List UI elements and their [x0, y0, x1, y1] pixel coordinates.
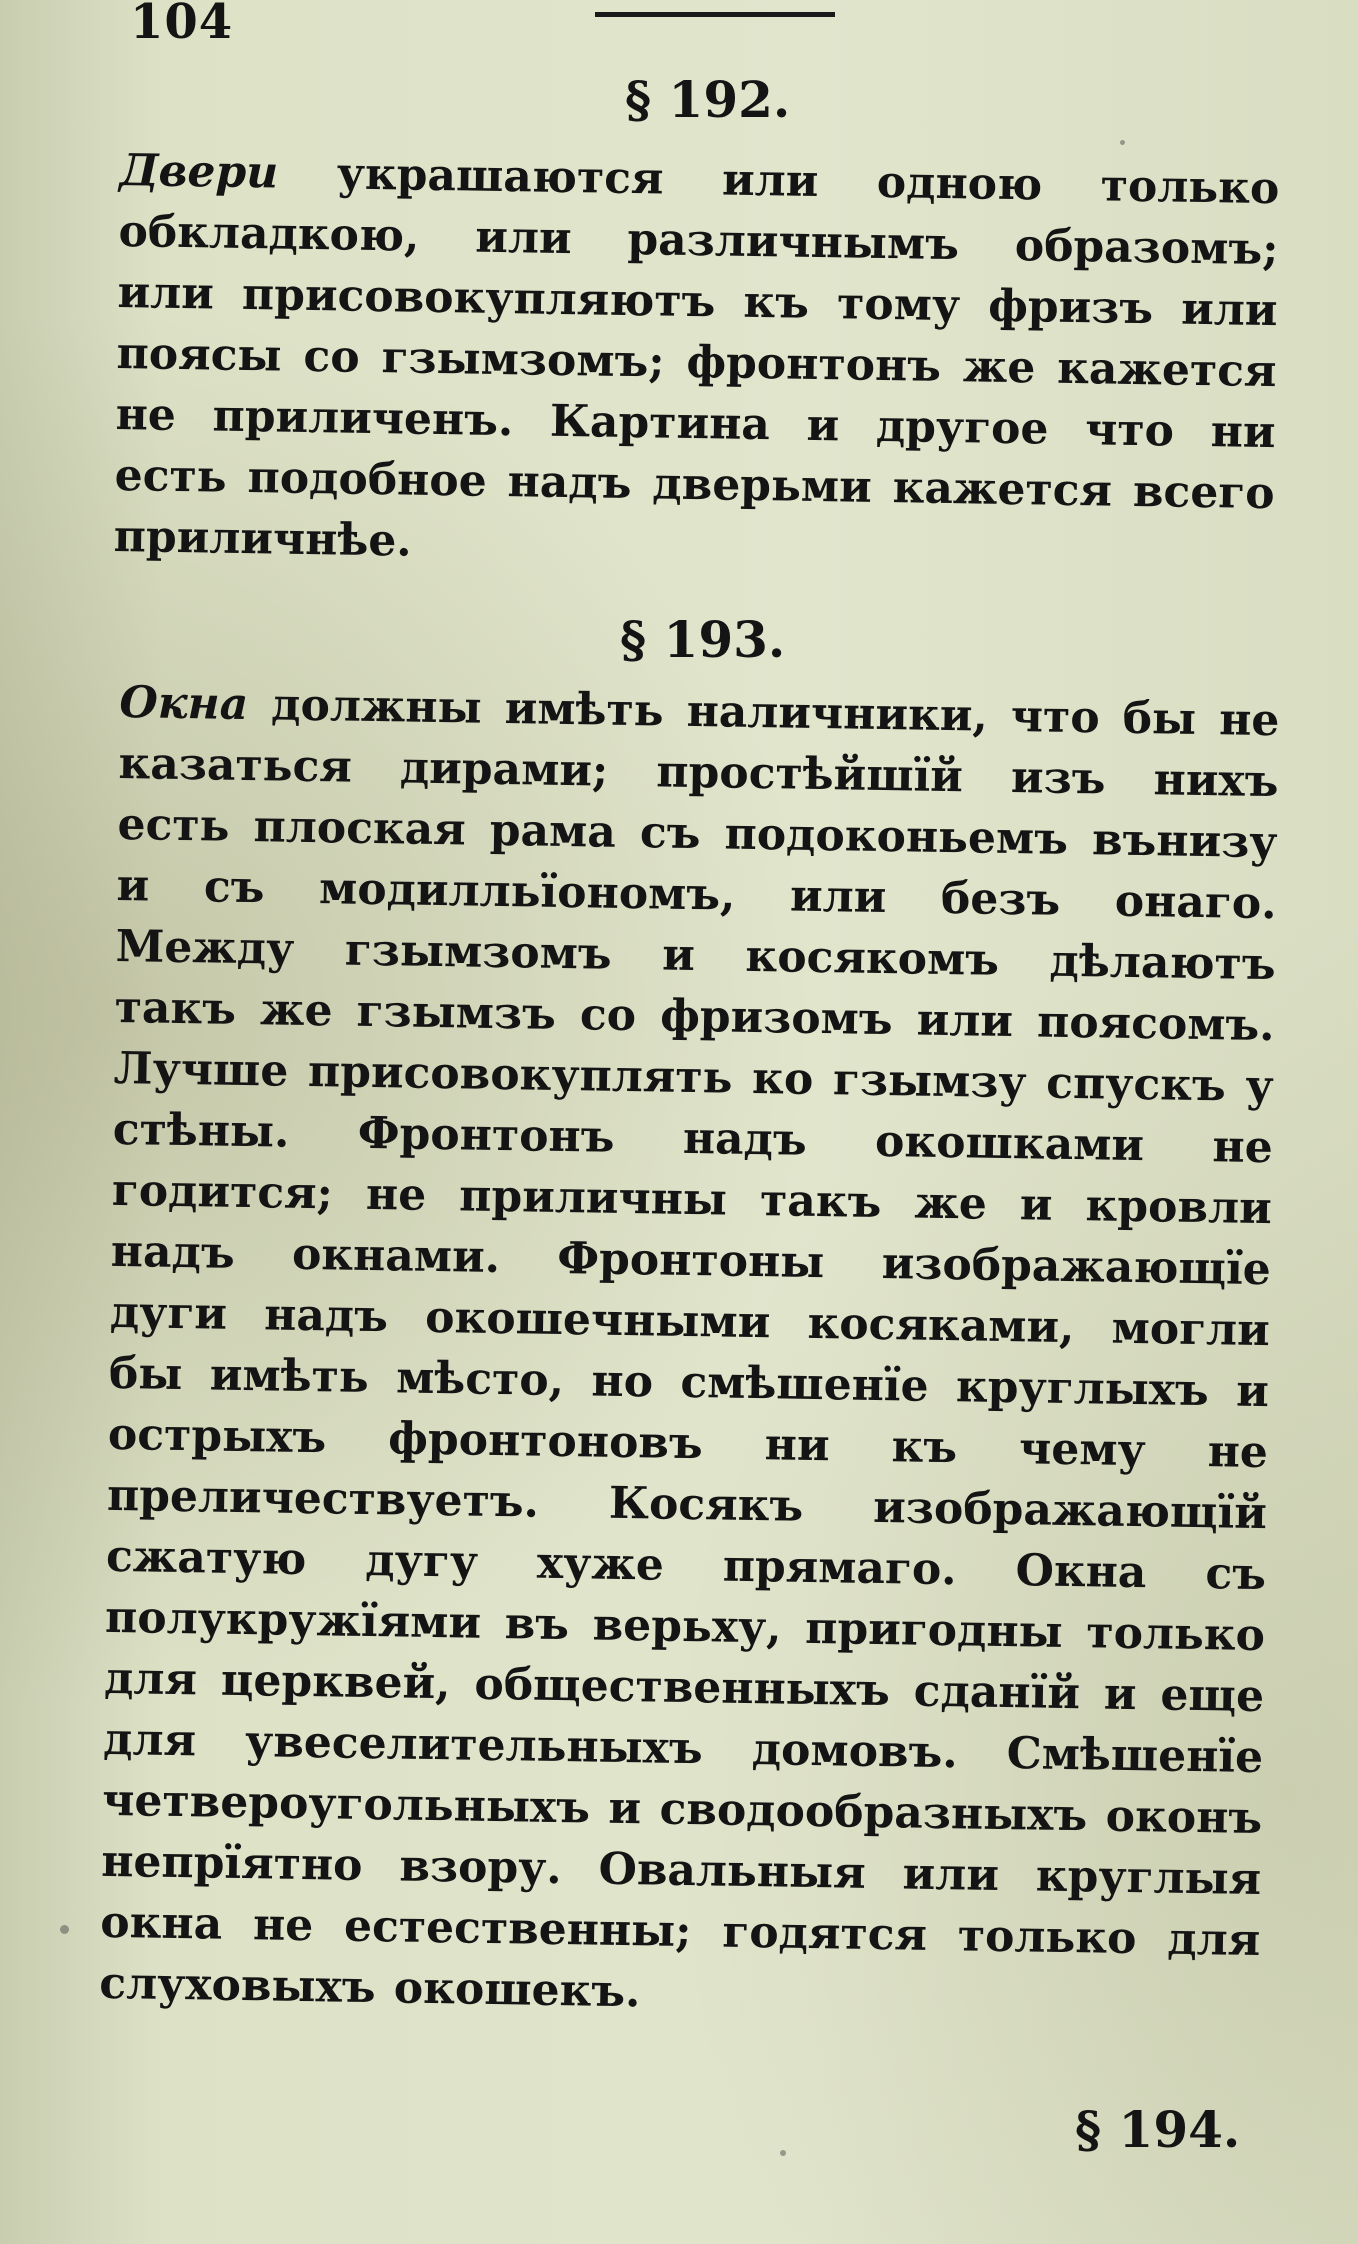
section-heading-194: § 194.	[1075, 2100, 1241, 2159]
paragraph-lead-word: Двери	[119, 144, 279, 199]
header-rule	[595, 12, 835, 17]
section-heading-193: § 193.	[620, 610, 786, 669]
paragraph-body: украшаются или одною только обкладкою, или различнымъ образомъ; или присовокупляютъ къ тому фризъ или поясы со гзымзомъ; фронтонъ же кажется не приличенъ. Картина и другое что ни есть подобное надъ дверьми кажется всего приличнѣе.	[113, 147, 1280, 567]
section-paragraph-192	[113, 140, 1280, 585]
paragraph-lead-word: Окна	[119, 676, 249, 731]
section-paragraph-193	[99, 672, 1280, 2032]
paper-speck	[1120, 140, 1125, 145]
page-number: 104	[130, 0, 234, 50]
paper-speck	[60, 1925, 69, 1934]
section-heading-192: § 192.	[625, 70, 791, 129]
paper-speck	[780, 2150, 786, 2156]
paragraph-body: должны имѣть наличники, что бы не казаться дирами; простѣйшїй изъ нихъ есть плоская рама съ подоконьемъ вънизу и съ модилльїономъ, или безъ онаго. Между гзымзомъ и косякомъ дѣлаютъ такъ же гзымзъ со фризомъ или поясомъ. Лучше присовокуплять ко гзымзу спускъ у стѣны. Фронтонъ надъ окошками не годится; не приличны такъ же и кровли надъ окнами. Фронтоны изображающїе дуги надъ окошечными косяками, могли бы имѣть мѣсто, но смѣшенїе круглыхъ и острыхъ фронтоновъ ни къ чему не преличествуетъ. Косякъ изображающїй сжатую дугу хуже прямаго. Окна съ полукружїями въ верьху, пригодны только для церквей, общественныхъ сданїй и еще для увеселительныхъ домовъ. Смѣшенїе четвероугольныхъ и сводообразныхъ оконъ непрїятно взору. Овальныя или круглыя окна не естественны; годятся только для слуховыхъ окошекъ.	[98, 679, 1280, 2018]
